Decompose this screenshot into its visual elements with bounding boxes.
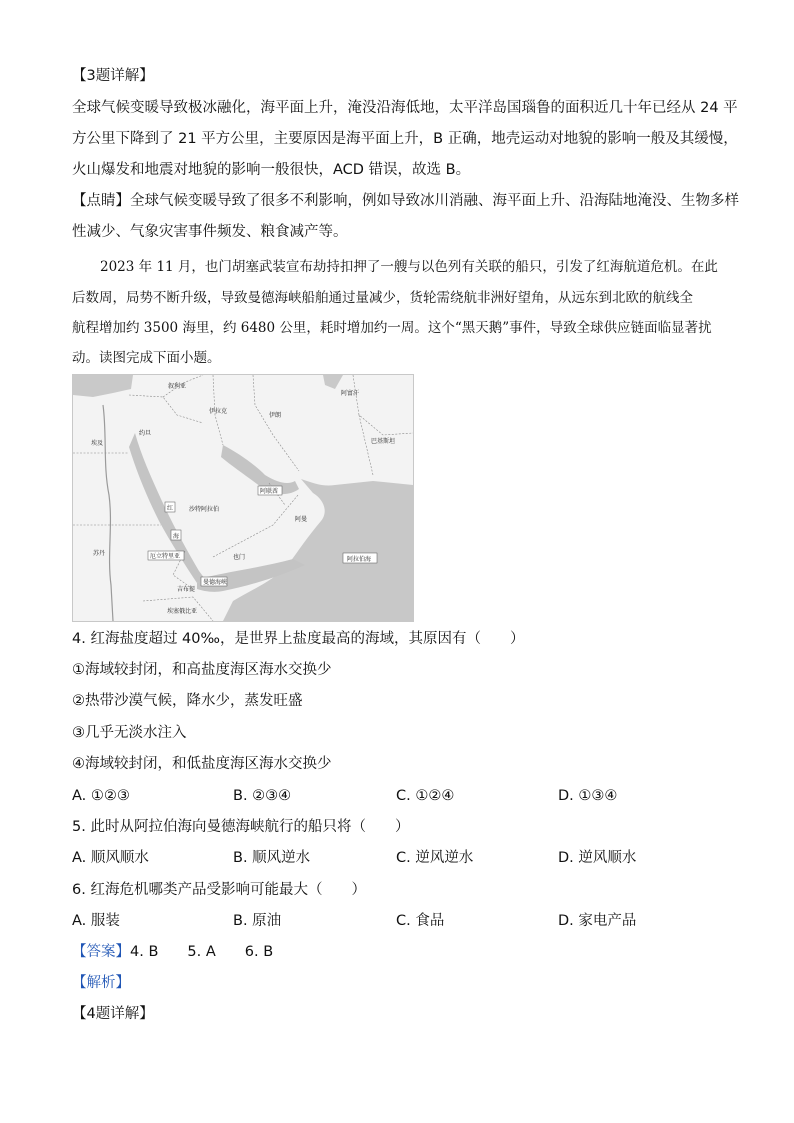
dianjing-label: 【点睛】 (72, 193, 130, 209)
label-iraq: 伊拉克 (209, 408, 228, 415)
label-pakistan: 巴基斯坦 (371, 438, 396, 445)
q4-option-b[interactable]: B. ②③④ (233, 788, 292, 804)
dianjing-line-1 (72, 191, 739, 211)
answer-text: 4. B 5. A 6. B (130, 944, 274, 960)
label-strait: 曼德海峡 (203, 579, 228, 586)
q4-item-3: ③几乎无淡水注入 (72, 725, 187, 741)
q4-item-4: ④海域较封闭，和低盐度海区海水交换少 (72, 756, 332, 772)
red-sea-region-map (72, 374, 414, 622)
q4-option-a[interactable]: A. ①②③ (72, 788, 130, 804)
jiexi-label: 【解析】 (72, 975, 130, 991)
label-saudi: 沙特阿拉伯 (189, 506, 220, 513)
passage-line-4: 动。读图完成下面小题。 (72, 350, 221, 366)
q6-stem: 6. 红海危机哪类产品受影响可能最大（ ） (72, 882, 366, 898)
label-uae: 阿联酋 (260, 488, 279, 495)
label-eritrea: 厄立特里亚 (150, 553, 181, 560)
dianjing-line-2: 性减少、气象灾害事件频发、粮食减产等。 (72, 224, 348, 240)
q6-option-d[interactable]: D. 家电产品 (558, 913, 637, 929)
label-sudan: 苏丹 (93, 550, 106, 557)
answer-line (72, 942, 273, 962)
section3-line-1: 全球气候变暖导致极冰融化，海平面上升，淹没沿海低地，太平洋岛国瑙鲁的面积近几十年已经从 24 平 (72, 100, 738, 116)
q5-option-b[interactable]: B. 顺风逆水 (233, 850, 311, 866)
passage-line-3: 航程增加约 3500 海里，约 6480 公里，耗时增加约一周。这个“黑天鹅”事件，导致全球供应链面临显著扰 (72, 320, 712, 336)
q4-option-d[interactable]: D. ①③④ (558, 788, 618, 804)
dianjing-text-1: 全球气候变暖导致了很多不利影响，例如导致冰川消融、海平面上升、沿海陆地淹没、生物多样 (130, 193, 739, 209)
map-svg (73, 375, 413, 621)
q5-stem: 5. 此时从阿拉伯海向曼德海峡航行的船只将（ ） (72, 819, 410, 835)
q5-option-c[interactable]: C. 逆风逆水 (396, 850, 474, 866)
label-jordan: 约旦 (139, 430, 152, 437)
label-yemen: 也门 (233, 554, 246, 561)
label-somalia: 埃塞俄比亚 (167, 608, 198, 615)
q5-option-d[interactable]: D. 逆风顺水 (558, 850, 637, 866)
q4-item-1: ①海域较封闭，和高盐度海区海水交换少 (72, 662, 332, 678)
answer-label: 【答案】 (72, 944, 130, 960)
label-oman: 阿曼 (295, 516, 308, 523)
section4-heading: 【4题详解】 (72, 1006, 154, 1022)
label-egypt: 埃及 (91, 440, 104, 447)
section3-line-3: 火山爆发和地震对地貌的影响一般很快，ACD 错误，故选 B。 (72, 162, 471, 178)
label-arabian-sea: 阿拉伯海 (347, 556, 372, 563)
q4-stem: 4. 红海盐度超过 40‰，是世界上盐度最高的海域，其原因有（ ） (72, 631, 525, 647)
q4-item-2: ②热带沙漠气候，降水少，蒸发旺盛 (72, 693, 303, 709)
section3-line-2: 方公里下降到了 21 平方公里，主要原因是海平面上升，B 正确，地壳运动对地貌的影响一般及其缓慢， (72, 131, 738, 147)
passage-line-1: 2023 年 11 月，也门胡塞武装宣布劫持扣押了一艘与以色列有关联的船只，引发了红海航道危机。在此 (100, 259, 718, 275)
label-iran: 伊朗 (269, 412, 282, 419)
passage-line-2: 后数周，局势不断升级，导致曼德海峡船舶通过量减少，货轮需绕航非洲好望角，从远东到北欧的航线全 (72, 290, 693, 306)
q5-option-a[interactable]: A. 顺风顺水 (72, 850, 149, 866)
label-djibouti: 吉布提 (177, 586, 196, 593)
label-syria: 叙利亚 (168, 383, 187, 390)
label-afghanistan: 阿富汗 (341, 390, 360, 397)
section3-heading: 【3题详解】 (72, 68, 154, 84)
label-sea: 海 (173, 533, 180, 540)
q6-option-b[interactable]: B. 原油 (233, 913, 282, 929)
q4-option-c[interactable]: C. ①②④ (396, 788, 455, 804)
q6-option-a[interactable]: A. 服装 (72, 913, 120, 929)
label-red: 红 (167, 505, 174, 512)
q6-option-c[interactable]: C. 食品 (396, 913, 445, 929)
